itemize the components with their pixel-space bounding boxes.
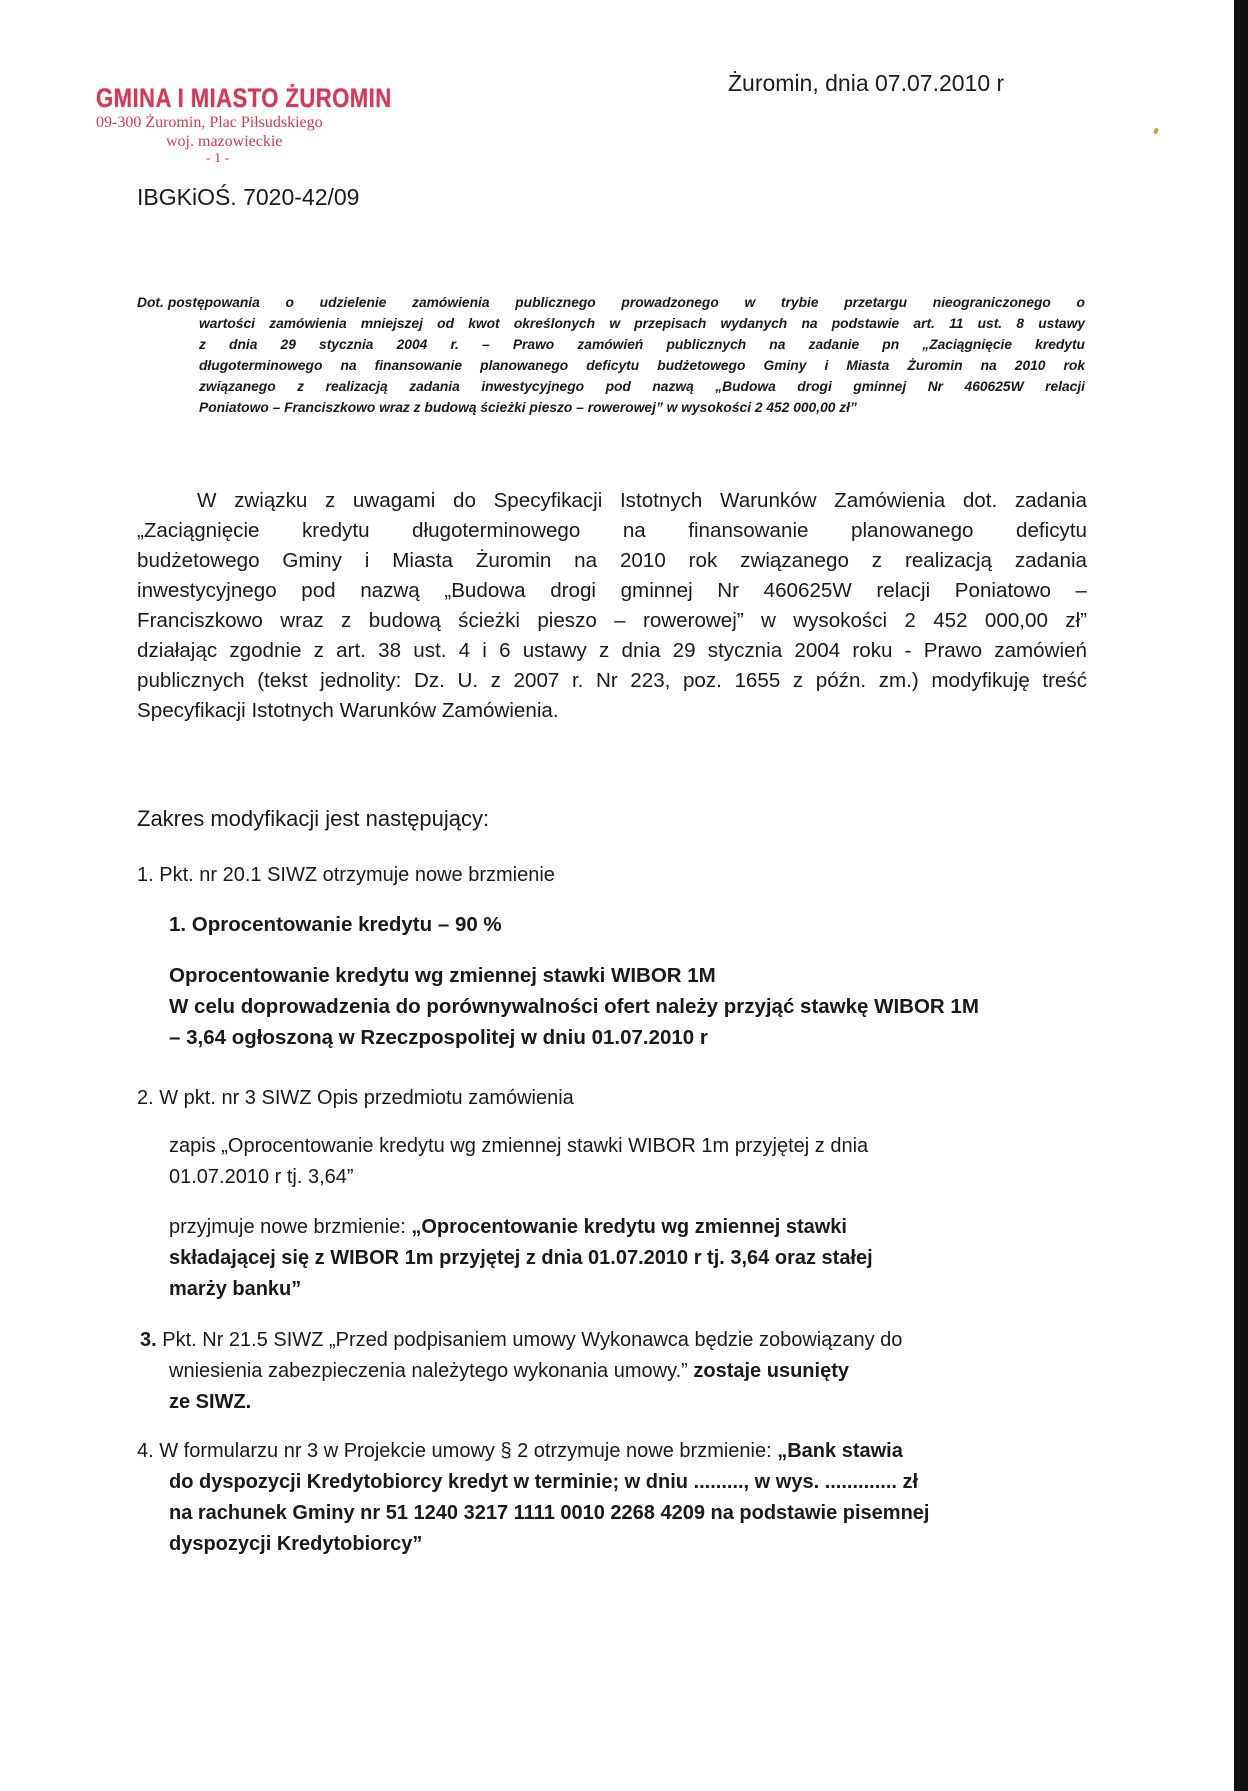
item-4-line: dyspozycji Kredytobiorcy” bbox=[169, 1533, 423, 1555]
item-4 bbox=[137, 1436, 929, 1560]
place-date: Żuromin, dnia 07.07.2010 r bbox=[728, 70, 1005, 96]
office-stamp bbox=[96, 84, 396, 166]
subject-line: Poniatowo – Franciszkowo wraz z budową ścieżki pieszo – rowerowej” w wysokości 2 452 000,00 zł” bbox=[199, 400, 857, 415]
scan-border bbox=[1234, 0, 1248, 1791]
paragraph-line: „Zaciągnięcie kredytu długoterminowego na finansowanie planowanego deficytu bbox=[137, 519, 1087, 542]
subject-line: wartości zamówienia mniejszej od kwot określonych w przepisach wydanych na podstawie art. 11 ust. 8 ustawy bbox=[199, 316, 1085, 331]
stamp-name: GMINA I MIASTO ŻUROMIN bbox=[96, 83, 392, 113]
paragraph-line: budżetowego Gminy i Miasta Żuromin na 2010 rok związanego z realizacją zadania bbox=[137, 549, 1087, 572]
new-wording-line: przyjmuje nowe brzmienie: „Oprocentowanie kredytu wg zmiennej stawki bbox=[169, 1216, 847, 1238]
paragraph-line: Franciszkowo wraz z budową ścieżki pieszo – rowerowej” w wysokości 2 452 000,00 zł” bbox=[137, 609, 1087, 632]
quote-line: 01.07.2010 r tj. 3,64” bbox=[169, 1166, 354, 1188]
item-1-text: 1. Pkt. nr 20.1 SIWZ otrzymuje nowe brzmienie bbox=[137, 864, 555, 886]
ink-mark bbox=[1153, 127, 1159, 134]
reference-number: IBGKiOŚ. 7020-42/09 bbox=[137, 184, 360, 210]
item-3-line: wniesienia zabezpieczenia należytego wykonania umowy.” zostaje usunięty bbox=[169, 1360, 849, 1382]
subject-line: z dnia 29 stycznia 2004 r. – Prawo zamówień publicznych na zadanie pn „Zaciągnięcie kredytu bbox=[199, 337, 1085, 352]
item-3 bbox=[140, 1325, 902, 1418]
bold-line: – 3,64 ogłoszoną w Rzeczpospolitej w dniu 01.07.2010 r bbox=[169, 1026, 708, 1049]
new-wording-line: marży banku” bbox=[169, 1278, 302, 1300]
item-1-bold-block bbox=[169, 960, 979, 1053]
main-paragraph bbox=[137, 486, 1087, 726]
bold-line: Oprocentowanie kredytu wg zmiennej stawki WIBOR 1M bbox=[169, 964, 716, 987]
modifications-title: Zakres modyfikacji jest następujący: bbox=[137, 806, 490, 831]
subject-label: Dot. bbox=[137, 295, 164, 310]
item-3-line: ze SIWZ. bbox=[169, 1391, 252, 1413]
item-2-text: 2. W pkt. nr 3 SIWZ Opis przedmiotu zamówienia bbox=[137, 1087, 574, 1109]
paragraph-line: W związku z uwagami do Specyfikacji Istotnych Warunków Zamówienia dot. zadania bbox=[197, 489, 1087, 512]
paragraph-line: Specyfikacji Istotnych Warunków Zamówienia. bbox=[137, 699, 559, 722]
stamp-number: - 1 - bbox=[206, 151, 230, 166]
item-4-line: na rachunek Gminy nr 51 1240 3217 1111 0010 2268 4209 na podstawie pisemnej bbox=[169, 1502, 930, 1524]
paragraph-line: działając zgodnie z art. 38 ust. 4 i 6 ustawy z dnia 29 stycznia 2004 roku - Prawo zamówień bbox=[137, 639, 1087, 662]
subject-block bbox=[137, 292, 1085, 418]
item-4-line: 4. W formularzu nr 3 w Projekcie umowy § 2 otrzymuje nowe brzmienie: „Bank stawia bbox=[137, 1440, 903, 1462]
paragraph-line: publicznych (tekst jednolity: Dz. U. z 2007 r. Nr 223, poz. 1655 z późn. zm.) modyfikuję treść bbox=[137, 669, 1087, 692]
new-wording-line: składającej się z WIBOR 1m przyjętej z dnia 01.07.2010 r tj. 3,64 oraz stałej bbox=[169, 1247, 873, 1269]
stamp-address: 09-300 Żuromin, Plac Piłsudskiego bbox=[96, 114, 323, 131]
item-2-new-wording bbox=[169, 1212, 873, 1305]
subject-line: Dot. postępowania o udzielenie zamówienia publicznego prowadzonego w trybie przetargu nieograniczonego o bbox=[137, 295, 1085, 310]
subject-line: długoterminowego na finansowanie planowanego deficytu budżetowego Gminy i Miasta Żuromin na 2010 rok bbox=[199, 358, 1085, 373]
quote-line: zapis „Oprocentowanie kredytu wg zmiennej stawki WIBOR 1m przyjętej z dnia bbox=[169, 1135, 869, 1157]
item-4-line: do dyspozycji Kredytobiorcy kredyt w terminie; w dniu ........., w wys. ............. zł bbox=[169, 1471, 919, 1493]
item-1-subheading: 1. Oprocentowanie kredytu – 90 % bbox=[169, 913, 502, 936]
paragraph-line: inwestycyjnego pod nazwą „Budowa drogi gminnej Nr 460625W relacji Poniatowo – bbox=[137, 579, 1087, 602]
subject-line: związanego z realizacją zadania inwestycyjnego pod nazwą „Budowa drogi gminnej Nr 460625W relacji bbox=[199, 379, 1085, 394]
bold-line: W celu doprowadzenia do porównywalności ofert należy przyjąć stawkę WIBOR 1M bbox=[169, 995, 979, 1018]
item-3-line: 3. Pkt. Nr 21.5 SIWZ „Przed podpisaniem umowy Wykonawca będzie zobowiązany do bbox=[140, 1329, 903, 1351]
item-2-quote bbox=[169, 1131, 868, 1193]
stamp-region: woj. mazowieckie bbox=[166, 133, 283, 150]
item-3-number: 3. bbox=[140, 1329, 157, 1351]
